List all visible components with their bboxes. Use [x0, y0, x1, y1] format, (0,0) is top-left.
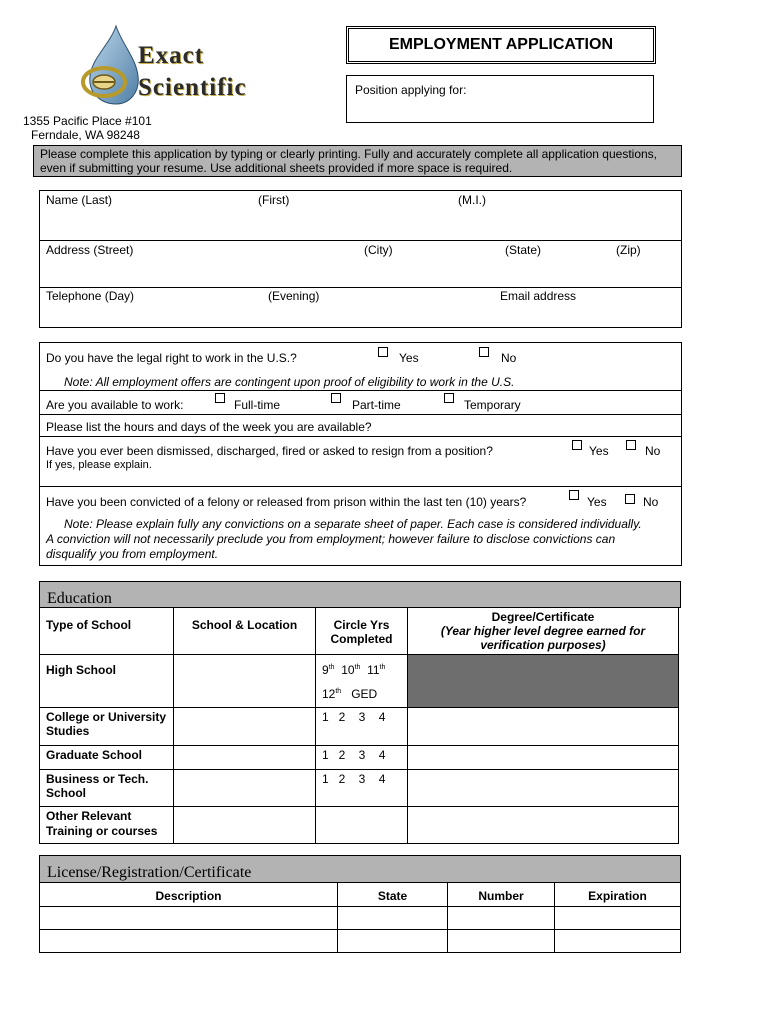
legal-no-label: No [501, 351, 517, 365]
name-last-field[interactable]: Name (Last) [46, 193, 113, 207]
legal-right-question: Do you have the legal right to work in the U.S.? [46, 351, 297, 365]
felony-note: Note: Please explain fully any convictions on a separate sheet of paper. Each case is considered individually. A conviction will not necessarily preclude you from employment; however failure to disclose convictions can disqualify you from employment. [46, 517, 642, 561]
ordinal-suffix: th [354, 664, 361, 671]
legal-yes-label: Yes [399, 351, 419, 365]
header-degree-sub: (Year higher level degree earned for verification purposes) [440, 624, 646, 652]
address-street-field[interactable]: Address (Street) [46, 243, 134, 257]
license-row-state[interactable] [338, 930, 448, 953]
divider [39, 287, 682, 288]
license-row-description[interactable] [40, 907, 338, 930]
water-drop-logo-icon [80, 24, 140, 106]
grade-10[interactable]: 10 [341, 663, 355, 677]
header-circle-years: Circle Yrs Completed [316, 608, 408, 655]
license-row-number[interactable] [448, 930, 555, 953]
row-high-school-location[interactable] [174, 655, 316, 708]
state-field[interactable]: (State) [505, 243, 542, 257]
form-title-box [346, 26, 656, 64]
felony-yes-checkbox[interactable] [569, 490, 579, 500]
temporary-checkbox[interactable] [444, 393, 454, 403]
name-mi-field[interactable]: (M.I.) [458, 193, 486, 207]
email-field[interactable]: Email address [500, 289, 577, 303]
license-title: License/Registration/Certificate [47, 864, 252, 881]
personal-info-box [39, 190, 682, 328]
felony-no-checkbox[interactable] [625, 494, 635, 504]
legal-note: Note: All employment offers are contingent upon proof of eligibility to work in the U.S. [64, 375, 515, 389]
if-yes-explain: If yes, please explain. [46, 459, 152, 471]
license-row-expiration[interactable] [555, 907, 681, 930]
ordinal-suffix: th [328, 664, 335, 671]
row-other-location[interactable] [174, 807, 316, 844]
phone-day-field[interactable]: Telephone (Day) [46, 289, 135, 303]
company-name-line2: Scientific [138, 74, 247, 101]
felony-question: Have you been convicted of a felony or released from prison within the last ten (10) years? [46, 495, 527, 509]
row-high-school-type: High School [40, 655, 174, 708]
header-degree: Degree/Certificate [491, 610, 595, 624]
ordinal-suffix: th [335, 688, 342, 695]
parttime-checkbox[interactable] [331, 393, 341, 403]
dismissed-question: Have you ever been dismissed, discharged, fired or asked to resign from a position? [46, 444, 493, 458]
available-question: Are you available to work: [46, 398, 184, 412]
city-field[interactable]: (City) [364, 243, 393, 257]
license-header-expiration: Expiration [555, 883, 681, 907]
row-business-location[interactable] [174, 770, 316, 807]
company-address-line2: Ferndale, WA 98248 [31, 128, 140, 142]
row-business-type: Business or Tech. School [40, 770, 174, 807]
divider [39, 486, 682, 487]
divider [39, 240, 682, 241]
fulltime-checkbox[interactable] [215, 393, 225, 403]
row-business-years[interactable]: 1 2 3 4 [316, 770, 408, 807]
ged-option[interactable]: GED [351, 687, 378, 701]
dismissed-no-label: No [645, 444, 661, 458]
license-header-description: Description [40, 883, 338, 907]
dismissed-yes-label: Yes [589, 444, 609, 458]
license-table [39, 882, 681, 953]
hours-question: Please list the hours and days of the week you are available? [46, 420, 372, 434]
grade-12[interactable]: 12 [322, 687, 336, 701]
education-title: Education [47, 590, 112, 607]
row-other-type: Other Relevant Training or courses [40, 807, 174, 844]
header-type-of-school: Type of School [40, 608, 174, 655]
position-label: Position applying for: [355, 83, 467, 97]
grade-11[interactable]: 11 [367, 663, 380, 677]
form-title: EMPLOYMENT APPLICATION [389, 36, 613, 53]
row-graduate-type: Graduate School [40, 746, 174, 770]
name-first-field[interactable]: (First) [258, 193, 290, 207]
grade-9[interactable]: 9 [322, 663, 329, 677]
license-row-description[interactable] [40, 930, 338, 953]
header-degree-cell [408, 608, 679, 655]
legal-yes-checkbox[interactable] [378, 347, 388, 357]
license-row-number[interactable] [448, 907, 555, 930]
row-other-degree[interactable] [408, 807, 679, 844]
dismissed-yes-checkbox[interactable] [572, 440, 582, 450]
company-name-line1: Exact [138, 42, 205, 69]
ordinal-suffix: th [379, 664, 386, 671]
license-header-number: Number [448, 883, 555, 907]
row-college-degree[interactable] [408, 708, 679, 746]
row-graduate-location[interactable] [174, 746, 316, 770]
phone-evening-field[interactable]: (Evening) [268, 289, 320, 303]
zip-field[interactable]: (Zip) [616, 243, 641, 257]
row-college-location[interactable] [174, 708, 316, 746]
parttime-label: Part-time [352, 398, 401, 412]
divider [39, 436, 682, 437]
position-field[interactable] [346, 75, 654, 123]
row-business-degree[interactable] [408, 770, 679, 807]
instructions-bar: Please complete this application by typing or clearly printing. Fully and accurately complete all application questions, even if submitting your resume. Use additional sheets provided if more space is required. [33, 145, 682, 177]
legal-no-checkbox[interactable] [479, 347, 489, 357]
felony-no-label: No [643, 495, 659, 509]
company-logo [80, 24, 265, 106]
education-table [39, 607, 679, 844]
row-graduate-degree[interactable] [408, 746, 679, 770]
divider [39, 414, 682, 415]
dismissed-no-checkbox[interactable] [626, 440, 636, 450]
row-other-years[interactable] [316, 807, 408, 844]
temporary-label: Temporary [464, 398, 521, 412]
license-header-bar [39, 855, 681, 883]
education-header-bar [39, 581, 681, 608]
company-address-line1: 1355 Pacific Place #101 [23, 114, 152, 128]
license-row-expiration[interactable] [555, 930, 681, 953]
license-row-state[interactable] [338, 907, 448, 930]
row-graduate-years[interactable]: 1 2 3 4 [316, 746, 408, 770]
divider [39, 390, 682, 391]
row-college-years[interactable]: 1 2 3 4 [316, 708, 408, 746]
fulltime-label: Full-time [234, 398, 281, 412]
row-high-school-degree-shaded [408, 655, 679, 708]
row-high-school-years[interactable] [316, 655, 408, 708]
header-school-location: School & Location [174, 608, 316, 655]
felony-yes-label: Yes [587, 495, 607, 509]
row-college-type: College or University Studies [40, 708, 174, 746]
license-header-state: State [338, 883, 448, 907]
